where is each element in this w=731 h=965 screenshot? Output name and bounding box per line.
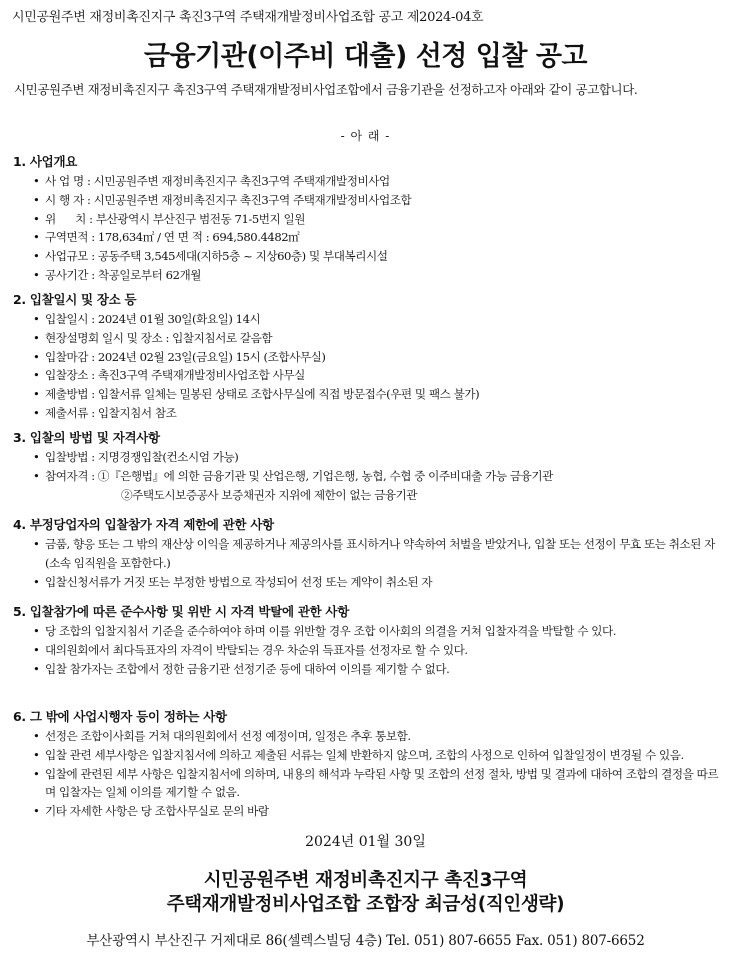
section-disqualification xyxy=(13,515,723,591)
section-title: 6. 그 밖에 사업시행자 등이 정하는 사항 xyxy=(13,709,227,724)
bullet-icon: • xyxy=(33,804,40,819)
list-item: • 참여자격 : ①『은행법』에 의한 금융기관 및 산업은행, 기업은행, 농협, 수협 중 이주비대출 가능 금융기관 xyxy=(33,467,723,486)
bullet-icon: • xyxy=(33,192,40,207)
bullet-icon: • xyxy=(33,267,40,282)
list-item: • 제출방법 : 입찰서류 일체는 밀봉된 상태로 조합사무실에 직접 방문접수(우편 및 팩스 불가) xyxy=(33,385,723,404)
bullet-icon: • xyxy=(33,211,40,226)
notice-date: 2024년 01월 30일 xyxy=(305,834,426,850)
section-business-overview xyxy=(13,152,723,285)
section-title: 1. 사업개요 xyxy=(13,154,77,169)
item-list xyxy=(13,727,723,821)
list-item: • 당 조합의 입찰지침서 기준을 준수하여야 하며 이를 위반할 경우 조합 이사회의 의결을 거쳐 입찰자격을 박탈할 수 있다. xyxy=(33,622,723,641)
item-list xyxy=(13,310,723,423)
notice-number: 시민공원주변 재정비촉진지구 촉진3구역 주택재개발정비사업조합 공고 제2024-04호 xyxy=(12,10,484,25)
list-item: • 기타 자세한 사항은 당 조합사무실로 문의 바람 xyxy=(33,802,723,821)
list-item: • 입찰에 관련된 세부 사항은 입찰지침서에 의하며, 내용의 해석과 누락된 사항 및 조합의 선정 절차, 방법 및 결과에 대하여 조합의 결정을 따르며 입찰자는 일체 이의를 제기할 수 없음. xyxy=(33,766,719,800)
section-title: 5. 입찰참가에 따른 준수사항 및 위반 시 자격 박탈에 관한 사항 xyxy=(13,604,349,619)
list-item: • 위 치 : 부산광역시 부산진구 범전동 71-5번지 일원 xyxy=(33,210,723,229)
item-list xyxy=(13,448,723,486)
bullet-icon: • xyxy=(33,642,40,657)
bullet-icon: • xyxy=(33,450,40,464)
section-title: 2. 입찰일시 및 장소 등 xyxy=(13,292,137,307)
intro-paragraph: 시민공원주변 재정비촉진지구 촉진3구역 주택재개발정비사업조합에서 금융기관을 선정하고자 아래와 같이 공고합니다. xyxy=(14,82,638,97)
list-item: • 금품, 향응 또는 그 밖의 재산상 이익을 제공하거나 제공의사를 표시하거나 약속하여 처벌을 받았거나, 입찰 또는 선정이 무효 또는 취소된 자(소속 임직원을 포함한다.) xyxy=(33,537,715,570)
organization-name: 시민공원주변 재정비촉진지구 촉진3구역 xyxy=(203,870,528,891)
list-item: • 입찰방법 : 지명경쟁입찰(컨소시엄 가능) xyxy=(33,448,723,467)
section-bid-schedule xyxy=(13,290,723,423)
bullet-icon: • xyxy=(33,174,40,188)
page-title: 금융기관(이주비 대출) 선정 입찰 공고 xyxy=(143,41,587,72)
bullet-icon: • xyxy=(33,368,40,383)
list-item: • 입찰 참가자는 조합에서 정한 금융기관 선정기준 등에 대하여 이의를 제기할 수 없다. xyxy=(33,660,723,679)
bullet-icon: • xyxy=(33,468,40,483)
list-item: • 구역면적 : 178,634㎡ / 연 면 적 : 694,580.4482㎡ xyxy=(33,228,723,247)
bullet-icon: • xyxy=(33,574,40,589)
contact-footer: 부산광역시 부산진구 거제대로 86(셀렉스빌딩 4층) Tel. 051) 807-6655 Fax. 051) 807-6652 xyxy=(86,933,645,949)
bullet-icon: • xyxy=(33,249,40,264)
list-item: • 공사기간 : 착공일로부터 62개월 xyxy=(33,266,723,285)
list-item: • 입찰신청서류가 거짓 또는 부정한 방법으로 작성되어 선정 또는 계약이 취소된 자 xyxy=(33,573,723,592)
list-item: • 사업규모 : 공동주택 3,545세대(지하5층 ~ 지상60층) 및 부대복리시설 xyxy=(33,247,723,266)
list-item: • 입찰장소 : 촉진3구역 주택재개발정비사업조합 사무실 xyxy=(33,366,723,385)
bullet-icon: • xyxy=(33,312,40,326)
list-item: • 제출서류 : 입찰지침서 참조 xyxy=(33,404,723,423)
bullet-icon: • xyxy=(33,624,40,638)
item-list xyxy=(13,622,723,678)
bullet-icon: • xyxy=(33,230,40,245)
bullet-icon: • xyxy=(33,661,40,676)
list-item: • 시 행 자 : 시민공원주변 재정비촉진지구 촉진3구역 주택재개발정비사업조합 xyxy=(33,191,723,210)
list-item: • 현장설명회 일시 및 장소 : 입찰지침서로 갈음함 xyxy=(33,329,723,348)
list-item: • 사 업 명 : 시민공원주변 재정비촉진지구 촉진3구역 주택재개발정비사업 xyxy=(33,172,723,191)
qualification-continuation: ②주택도시보증공사 보증채권자 지위에 제한이 없는 금융기관 xyxy=(121,487,418,502)
list-item: • 입찰일시 : 2024년 01월 30일(화요일) 14시 xyxy=(33,310,723,329)
section-other-matters xyxy=(13,707,723,821)
list-item: • 선정은 조합이사회를 거쳐 대의원회에서 선정 예정이며, 일정은 추후 통보함. xyxy=(33,727,723,746)
list-item: • 대의원회에서 최다득표자의 자격이 박탈되는 경우 차순위 득표자를 선정자로 할 수 있다. xyxy=(33,641,723,660)
list-item: • 입찰마감 : 2024년 02월 23일(금요일) 15시 (조합사무실) xyxy=(33,348,723,367)
item-list xyxy=(13,172,723,285)
bullet-icon: • xyxy=(33,405,40,420)
bullet-icon: • xyxy=(33,330,40,345)
bullet-icon: • xyxy=(33,387,40,402)
sub-heading: - 아 래 - xyxy=(340,129,391,143)
bullet-icon: • xyxy=(33,349,40,364)
item-list xyxy=(13,535,723,591)
section-title: 3. 입찰의 방법 및 자격사항 xyxy=(13,430,160,445)
bullet-icon: • xyxy=(33,729,40,743)
section-compliance xyxy=(13,602,723,678)
organization-signatory: 주택재개발정비사업조합 조합장 최금성(직인생략) xyxy=(166,894,565,915)
bullet-icon: • xyxy=(33,747,40,762)
bullet-icon: • xyxy=(33,537,40,551)
bullet-icon: • xyxy=(33,766,40,781)
section-bid-method xyxy=(13,428,723,504)
section-title: 4. 부정당업자의 입찰참가 자격 제한에 관한 사항 xyxy=(13,517,274,532)
list-item: • 입찰 관련 세부사항은 입찰지침서에 의하고 제출된 서류는 일체 반환하지 않으며, 조합의 사정으로 인하여 입찰일정이 변경될 수 있음. xyxy=(33,746,723,765)
